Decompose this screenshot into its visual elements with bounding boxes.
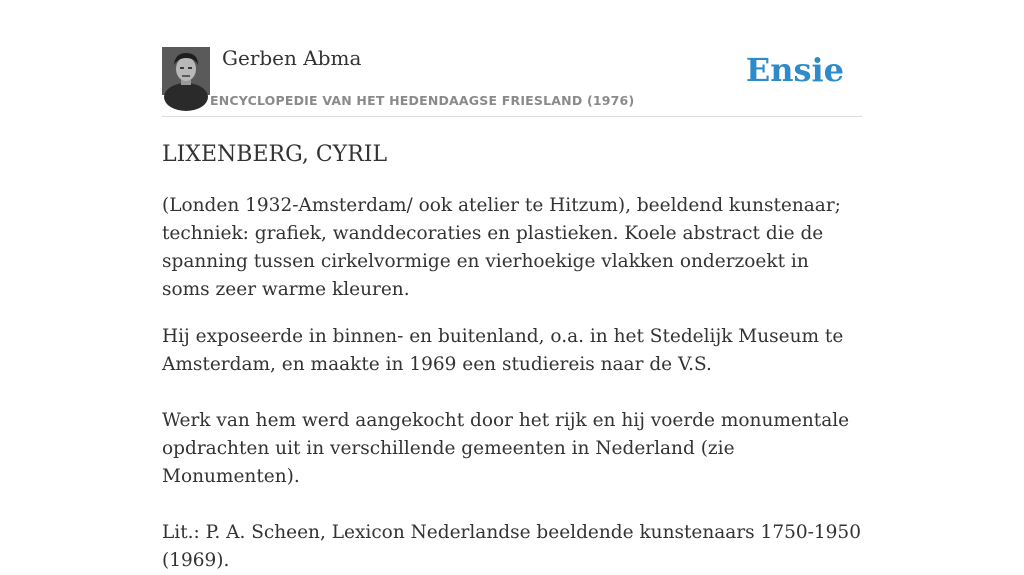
page-header bbox=[162, 46, 862, 117]
article-paragraph: Hij exposeerde in binnen- en buitenland, o.a. in het Stedelijk Museum te Amsterdam, en maakte in 1969 een studiereis naar de V.S. Werk van hem werd aangekocht door het rijk en hij voerde monumentale opdrachten uit in verschillende gemeenten in Nederland (zie Monumenten). Lit.: P. A. Scheen, Lexicon Nederlandse beeldende kunstenaars 1750-1950 (1969). bbox=[162, 326, 861, 571]
avatar-portrait-icon bbox=[162, 47, 210, 95]
author-avatar[interactable] bbox=[162, 47, 210, 95]
article-title: LIXENBERG, CYRIL bbox=[162, 142, 388, 167]
author-name[interactable]: Gerben Abma bbox=[222, 46, 362, 70]
article-paragraph: (Londen 1932-Amsterdam/ ook atelier te Hitzum), beeldend kunstenaar; techniek: grafiek, wanddecoraties en plastieken. Koele abstract die de spanning tussen cirkelvormige en vierhoekige vlakken onderzoekt in soms zeer warme kleuren. bbox=[162, 195, 841, 300]
ensie-logo[interactable]: Ensie bbox=[745, 51, 844, 89]
source-label[interactable]: ENCYCLOPEDIE VAN HET HEDENDAAGSE FRIESLAND (1976) bbox=[210, 93, 635, 108]
article-body bbox=[162, 192, 862, 575]
